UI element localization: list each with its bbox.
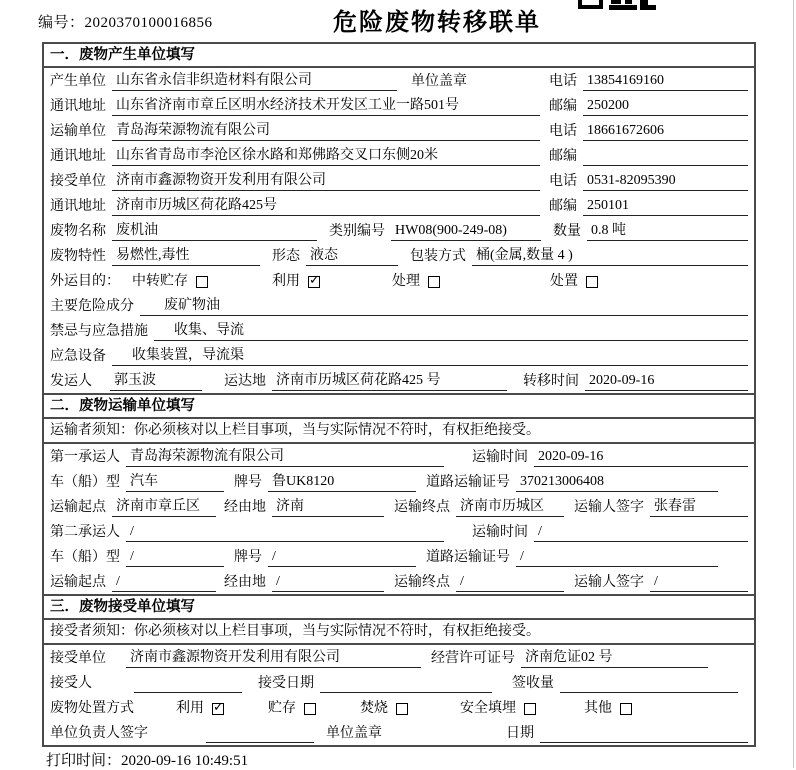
checkbox-treat bbox=[428, 276, 440, 288]
option-label: 利用 bbox=[176, 701, 204, 716]
plate-label: 牌号 bbox=[234, 550, 262, 565]
transporter-sign-label: 运输人签字 bbox=[574, 500, 644, 515]
quantity-label: 数量 bbox=[553, 224, 581, 239]
option-label: 处置 bbox=[550, 274, 578, 289]
destination-label: 运达地 bbox=[224, 374, 266, 389]
via-value: 济南 bbox=[272, 497, 384, 517]
number-label: 编号： bbox=[38, 15, 85, 31]
transporter-notice: 运输者须知：你必须核对以上栏目事项，当与实际情况不符时，有权拒绝接受。 bbox=[44, 419, 754, 444]
disposal-label: 废物处置方式 bbox=[50, 701, 134, 716]
disposal-option bbox=[268, 699, 316, 718]
address-value: 济南市历城区荷花路425号 bbox=[112, 196, 540, 216]
shipper-label: 发运人 bbox=[50, 374, 92, 389]
form-row-route1 bbox=[44, 494, 754, 519]
origin-value: / bbox=[112, 572, 216, 592]
option-label: 中转贮存 bbox=[132, 274, 188, 289]
transport-time-label: 运输时间 bbox=[472, 450, 528, 465]
address-value: 山东省济南市章丘区明水经济技术开发区工业一路501号 bbox=[112, 96, 540, 116]
page-edge-line bbox=[793, 0, 794, 768]
endpoint-label: 运输终点 bbox=[394, 575, 450, 590]
option-label: 利用 bbox=[272, 274, 300, 289]
option-label: 贮存 bbox=[268, 701, 296, 716]
qr-module bbox=[625, 0, 632, 4]
receiver-person-value bbox=[134, 673, 242, 693]
head-sign-value bbox=[206, 723, 314, 743]
qr-module bbox=[609, 5, 637, 10]
origin-value: 济南市章丘区 bbox=[112, 497, 216, 517]
plate-value: / bbox=[268, 547, 416, 567]
waste-name-label: 废物名称 bbox=[50, 224, 106, 239]
hazard-label: 主要危险成分 bbox=[50, 299, 134, 314]
waste-character-label: 废物特性 bbox=[50, 249, 106, 264]
phone-label: 电话 bbox=[549, 74, 577, 89]
form-row-emergency-equip bbox=[44, 343, 754, 368]
section-receiver-title: 三．废物接受单位填写 bbox=[44, 596, 754, 620]
form-row-carrier1 bbox=[44, 444, 754, 469]
section-transporter bbox=[44, 393, 754, 594]
checkbox-transfer-storage bbox=[196, 276, 208, 288]
endpoint-value: / bbox=[456, 572, 564, 592]
quantity-value: 0.8 吨 bbox=[587, 221, 748, 241]
vehicle-type-label: 车（船）型 bbox=[50, 475, 120, 490]
section-generator-title: 一．废物产生单位填写 bbox=[44, 44, 754, 68]
endpoint-value: 济南市历城区 bbox=[456, 497, 564, 517]
shipper-value: 郭玉波 bbox=[110, 371, 202, 391]
transport-unit-label: 运输单位 bbox=[50, 124, 106, 139]
form-row-waste-character bbox=[44, 243, 754, 268]
address-label: 通讯地址 bbox=[50, 149, 106, 164]
checkbox-secure-landfill bbox=[524, 703, 536, 715]
taboo-value: 收集、导流 bbox=[154, 321, 748, 341]
zip-value bbox=[583, 146, 748, 166]
carrier1-label: 第一承运人 bbox=[50, 450, 120, 465]
form-row-taboo bbox=[44, 318, 754, 343]
category-value: HW08(900-249-08) bbox=[391, 221, 541, 241]
phone-value: 13854169160 bbox=[583, 71, 748, 91]
receiver-notice: 接受者须知：你必须核对以上栏目事项，当与实际情况不符时，有权拒绝接受。 bbox=[44, 620, 754, 645]
phone-label: 电话 bbox=[549, 124, 577, 139]
checkbox-store bbox=[304, 703, 316, 715]
purpose-option bbox=[272, 272, 320, 291]
transport-time-value: / bbox=[534, 522, 748, 542]
transport-time-value: 2020-09-16 bbox=[534, 447, 748, 467]
emergency-equip-label: 应急设备 bbox=[50, 349, 106, 364]
receive-unit-value: 济南市鑫源物资开发利用有限公司 bbox=[126, 648, 421, 668]
qr-code-icon bbox=[578, 0, 658, 11]
purpose-label: 外运目的： bbox=[50, 274, 120, 289]
destination-value: 济南市历城区荷花路425 号 bbox=[272, 371, 507, 391]
print-time bbox=[46, 749, 248, 770]
carrier2-label: 第二承运人 bbox=[50, 525, 120, 540]
form-row-receiver-unit bbox=[44, 168, 754, 193]
permit-label: 经营许可证号 bbox=[431, 651, 515, 666]
date-value bbox=[540, 723, 748, 743]
print-time-value: 2020-09-16 10:49:51 bbox=[121, 753, 249, 769]
manifest-form bbox=[42, 42, 756, 747]
option-label: 其他 bbox=[584, 701, 612, 716]
road-license-label: 道路运输证号 bbox=[426, 550, 510, 565]
form-row-route2 bbox=[44, 569, 754, 594]
zip-label: 邮编 bbox=[549, 199, 577, 214]
emergency-equip-value: 收集装置，导流渠 bbox=[112, 346, 748, 366]
plate-value: 鲁UK8120 bbox=[268, 472, 416, 492]
transfer-date-value: 2020-09-16 bbox=[585, 371, 748, 391]
option-label: 处理 bbox=[392, 274, 420, 289]
section-receiver bbox=[44, 594, 754, 745]
waste-name-value: 废机油 bbox=[112, 221, 317, 241]
form-row-purpose bbox=[44, 268, 754, 293]
section-generator bbox=[44, 44, 754, 393]
zip-label: 邮编 bbox=[549, 149, 577, 164]
disposal-option bbox=[360, 699, 408, 718]
receiver-unit-value: 济南市鑫源物资开发利用有限公司 bbox=[112, 171, 540, 191]
packing-value: 桶(金属,数量 4 ) bbox=[472, 246, 748, 266]
phone-label: 电话 bbox=[549, 174, 577, 189]
form-row-receiver-address bbox=[44, 193, 754, 218]
transport-time-label: 运输时间 bbox=[472, 525, 528, 540]
receiver-person-label: 接受人 bbox=[50, 676, 92, 691]
received-quantity-value bbox=[560, 673, 738, 693]
via-label: 经由地 bbox=[224, 575, 266, 590]
disposal-option bbox=[460, 699, 536, 718]
purpose-option bbox=[550, 272, 598, 291]
carrier2-value: / bbox=[126, 522, 444, 542]
received-quantity-label: 签收量 bbox=[512, 676, 554, 691]
purpose-option bbox=[132, 272, 208, 291]
qr-module bbox=[611, 0, 621, 4]
qr-module bbox=[578, 0, 603, 9]
form-row-gen-unit bbox=[44, 68, 754, 93]
via-value: / bbox=[272, 572, 384, 592]
receive-date-value bbox=[320, 673, 492, 693]
document-title: 危险废物转移联单 bbox=[333, 10, 541, 36]
packing-label: 包装方式 bbox=[410, 249, 466, 264]
checkbox-other bbox=[620, 703, 632, 715]
form-row-receiver-person bbox=[44, 670, 754, 695]
form-row-shipper bbox=[44, 368, 754, 393]
number-value: 2020370100016856 bbox=[84, 15, 213, 31]
waste-character-value: 易燃性,毒性 bbox=[112, 246, 260, 266]
date-label: 日期 bbox=[506, 726, 534, 741]
gen-unit-label: 产生单位 bbox=[50, 74, 106, 89]
phone-value: 0531-82095390 bbox=[583, 171, 748, 191]
checkbox-utilize bbox=[308, 276, 320, 288]
form-row-carrier2 bbox=[44, 519, 754, 544]
receiver-unit-label: 接受单位 bbox=[50, 174, 106, 189]
transporter-sign-label: 运输人签字 bbox=[574, 575, 644, 590]
taboo-label: 禁忌与应急措施 bbox=[50, 324, 148, 339]
form-row-waste-name bbox=[44, 218, 754, 243]
transporter-sign-value: / bbox=[650, 572, 748, 592]
via-label: 经由地 bbox=[224, 500, 266, 515]
receive-date-label: 接受日期 bbox=[258, 676, 314, 691]
road-license-value: / bbox=[516, 547, 718, 567]
form-row-disposal bbox=[44, 695, 754, 720]
transfer-date-label: 转移时间 bbox=[523, 374, 579, 389]
phone-value: 18661672606 bbox=[583, 121, 748, 141]
form-row-gen-address bbox=[44, 93, 754, 118]
road-license-label: 道路运输证号 bbox=[426, 475, 510, 490]
disposal-option bbox=[584, 699, 632, 718]
origin-label: 运输起点 bbox=[50, 500, 106, 515]
form-row-hazard bbox=[44, 293, 754, 318]
address-value: 山东省青岛市李沧区徐水路和郑佛路交叉口东侧20米 bbox=[112, 146, 540, 166]
road-license-value: 370213006408 bbox=[516, 472, 718, 492]
form-state-label: 形态 bbox=[272, 249, 300, 264]
origin-label: 运输起点 bbox=[50, 575, 106, 590]
checkbox-incinerate bbox=[396, 703, 408, 715]
head-sign-label: 单位负责人签字 bbox=[50, 726, 148, 741]
form-row-vehicle1 bbox=[44, 469, 754, 494]
form-row-transport-address bbox=[44, 143, 754, 168]
address-label: 通讯地址 bbox=[50, 99, 106, 114]
qr-module bbox=[644, 5, 656, 10]
vehicle-type-label: 车（船）型 bbox=[50, 550, 120, 565]
gen-unit-value: 山东省永信非织造材料有限公司 bbox=[112, 71, 397, 91]
form-row-transport-unit bbox=[44, 118, 754, 143]
permit-value: 济南危证02 号 bbox=[521, 648, 708, 668]
seal-label: 单位盖章 bbox=[326, 726, 382, 741]
option-label: 焚烧 bbox=[360, 701, 388, 716]
form-state-value: 液态 bbox=[306, 246, 398, 266]
hazard-value: 废矿物油 bbox=[140, 296, 748, 316]
category-label: 类别编号 bbox=[329, 224, 385, 239]
purpose-option bbox=[392, 272, 440, 291]
vehicle-type-value: 汽车 bbox=[126, 472, 224, 492]
section-transporter-title: 二．废物运输单位填写 bbox=[44, 395, 754, 419]
carrier1-value: 青岛海荣源物流有限公司 bbox=[126, 447, 444, 467]
option-label: 安全填埋 bbox=[460, 701, 516, 716]
form-row-vehicle2 bbox=[44, 544, 754, 569]
endpoint-label: 运输终点 bbox=[394, 500, 450, 515]
zip-value: 250200 bbox=[583, 96, 748, 116]
zip-label: 邮编 bbox=[549, 99, 577, 114]
vehicle-type-value: / bbox=[126, 547, 224, 567]
checkbox-dispose bbox=[586, 276, 598, 288]
transport-unit-value: 青岛海荣源物流有限公司 bbox=[112, 121, 540, 141]
checkbox-utilize bbox=[212, 703, 224, 715]
receive-unit-label: 接受单位 bbox=[50, 651, 106, 666]
form-row-head-sign bbox=[44, 720, 754, 745]
print-time-label: 打印时间： bbox=[46, 753, 122, 769]
plate-label: 牌号 bbox=[234, 475, 262, 490]
zip-value: 250101 bbox=[583, 196, 748, 216]
transporter-sign-value: 张春雷 bbox=[650, 497, 748, 517]
seal-label: 单位盖章 bbox=[411, 74, 467, 89]
form-row-receive-unit bbox=[44, 645, 754, 670]
disposal-option bbox=[176, 699, 224, 718]
address-label: 通讯地址 bbox=[50, 199, 106, 214]
